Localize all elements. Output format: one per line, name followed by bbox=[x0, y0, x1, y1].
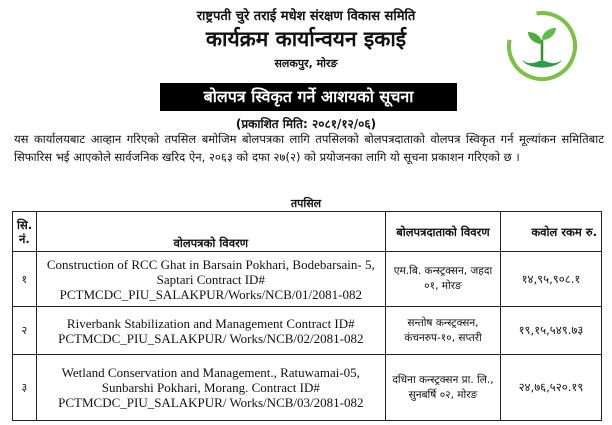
org-name: राष्ट्रपती चुरे तराई मधेश संरक्षण विकास समिति bbox=[196, 9, 416, 24]
tapsil-heading: तपसिल bbox=[290, 197, 322, 210]
bid-table bbox=[12, 211, 602, 421]
location: सलकपुर, मोरङ bbox=[274, 57, 338, 70]
table-row bbox=[13, 355, 602, 421]
leaf-hands-logo-icon bbox=[506, 10, 578, 82]
row-amount: १९,१५,५४९.७३ bbox=[500, 307, 601, 355]
row-desc: Riverbank Stabilization and Management Contract ID# PCTMCDC_PIU_SALAKPUR/ Works/NCB/02/2081-082 bbox=[36, 307, 385, 355]
row-bidder: एम.बि. कन्स्ट्रक्सन, जहदा ०१, मोरङ bbox=[385, 252, 500, 307]
col-header-sn: सि. नं. bbox=[13, 212, 37, 252]
col-header-bidder: बोलपत्रदाताको विवरण bbox=[385, 212, 500, 252]
row-desc: Wetland Conservation and Management., Ratuwamai-05, Sunbarshi Pokhari, Morang. Contract ID# PCTMCDC_PIU_SALAKPUR/ Works/NCB/03/2081-082 bbox=[36, 355, 385, 421]
table-row bbox=[13, 252, 602, 307]
col-header-amount: कवोल रकम रु. bbox=[500, 212, 601, 252]
notice-body: यस कार्यालयबाट आव्हान गरिएको तपसिल बमोजिम बोलपत्रका लागि तपसिलको बोलपत्रदाताको वोलपत्र स्विकृत गर्न मूल्यांकन समितिबाट सिफारिस भई आएकोले सार्वजनिक खरिद ऐन, २०६३ को दफा २७(२) को प्रयोजनका लागि यो सूचना प्रकाशन गरिएको छ । bbox=[14, 132, 604, 164]
row-bidder: सन्तोष कन्स्ट्रक्सन, कंचनरुप-१०, सप्तरी bbox=[385, 307, 500, 355]
row-sn: २ bbox=[13, 307, 37, 355]
col-header-desc: वोलपत्रको विवरण bbox=[36, 212, 385, 252]
row-bidder: दधिना कन्स्ट्रक्सन प्रा. लि., सुनबर्षि ०२, मोरङ bbox=[385, 355, 500, 421]
row-desc: Construction of RCC Ghat in Barsain Pokhari, Bodebarsain- 5, Saptari Contract ID# PCTMCDC_PIU_SALAKPUR/Works/NCB/01/2081-082 bbox=[36, 252, 385, 307]
row-sn: ३ bbox=[13, 355, 37, 421]
notice-title: बोलपत्र स्विकृत गर्ने आशयको सूचना bbox=[160, 83, 457, 111]
row-amount: १४,९५,९०८.१ bbox=[500, 252, 601, 307]
table-row bbox=[13, 307, 602, 355]
row-amount: २४,७६,५२०.१९ bbox=[500, 355, 601, 421]
table-header-row bbox=[13, 212, 602, 252]
published-date: (प्रकाशित मिति: २०८१/१२/०६) bbox=[235, 117, 377, 131]
row-sn: १ bbox=[13, 252, 37, 307]
unit-title: कार्यक्रम कार्यान्वयन इकाई bbox=[205, 27, 407, 51]
